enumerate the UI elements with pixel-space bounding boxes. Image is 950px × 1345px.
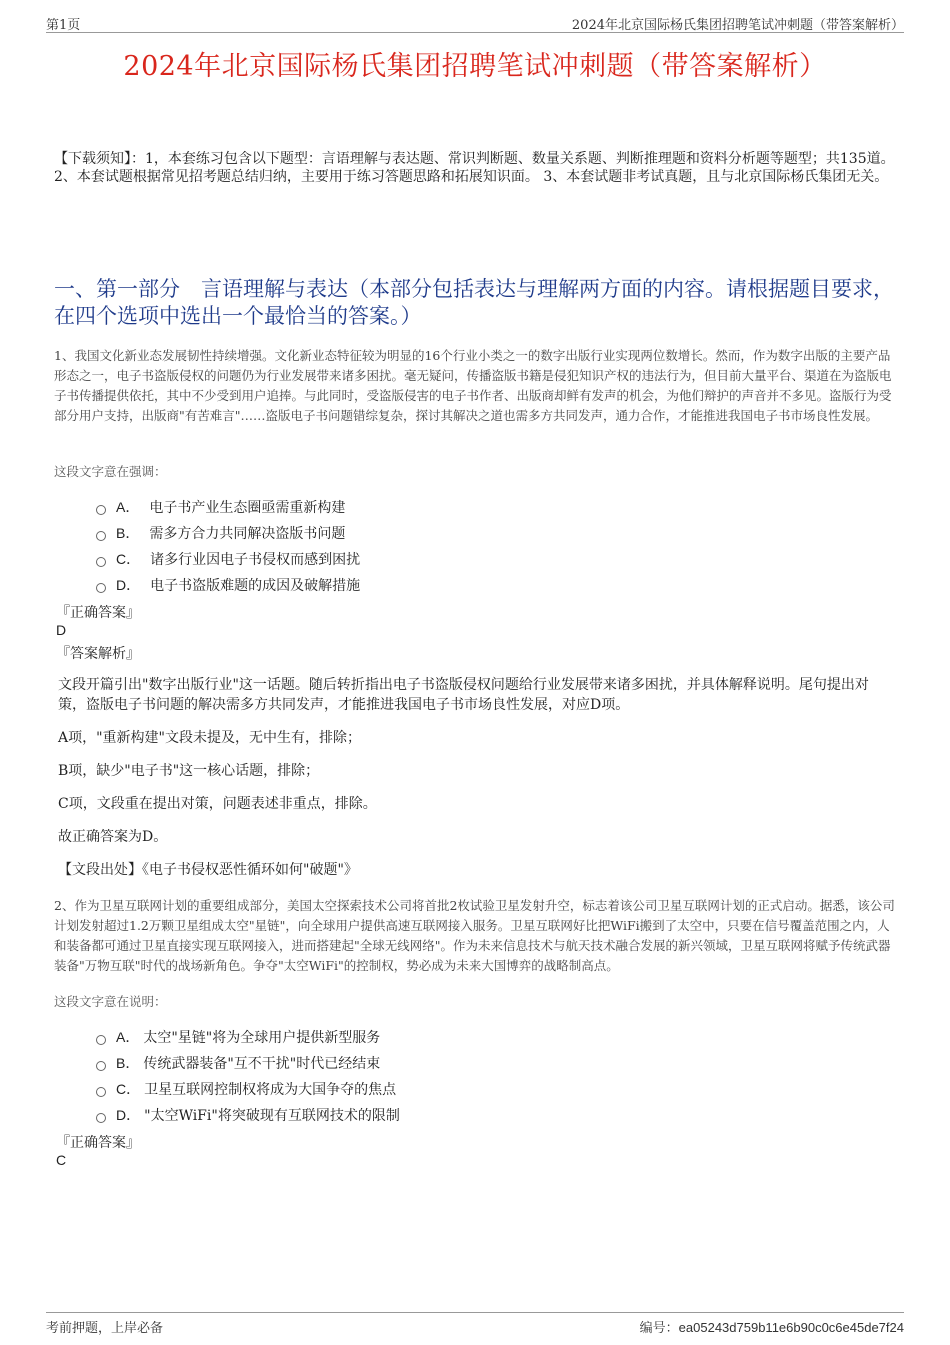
radio-icon[interactable] [96, 1061, 106, 1071]
question-1-options [96, 494, 360, 598]
option-b[interactable]: B． 传统武器装备"互不干扰"时代已经结束 [96, 1050, 400, 1076]
footer-code: 编号：ea05243d759b11e6b90c0c6e45de7f24 [639, 1320, 904, 1336]
question-2-answer: C [56, 1152, 67, 1168]
page-header [46, 12, 904, 33]
footer-slogan: 考前押题，上岸必备 [46, 1321, 164, 1336]
question-1-prompt: 这段文字意在强调： [54, 464, 167, 479]
header-doc-title: 2024年北京国际杨氏集团招聘笔试冲刺题（带答案解析） [571, 18, 904, 33]
option-c[interactable]: C． 卫星互联网控制权将成为大国争夺的焦点 [96, 1076, 400, 1102]
radio-icon[interactable] [96, 505, 106, 515]
page-title: 2024年北京国际杨氏集团招聘笔试冲刺题（带答案解析） [123, 51, 827, 82]
download-notice: 【下载须知】：1，本套练习包含以下题型：言语理解与表达题、常识判断题、数量关系题、判断推理题和资料分析题等题型；共135道。 2、本套试题根据常见招考题总结归纳，主要用于练习答题思路和拓展知识面。 3、本套试题非考试真题，且与北京国际杨氏集团无关。 [54, 151, 895, 185]
radio-icon[interactable] [96, 1035, 106, 1045]
section-heading: 一、第一部分 言语理解与表达（本部分包括表达与理解两方面的内容。请根据题目要求，在四个选项中选出一个最恰当的答案。） [54, 277, 894, 328]
option-a[interactable]: A． 电子书产业生态圈亟需重新构建 [96, 494, 360, 520]
question-2-text: 2、作为卫星互联网计划的重要组成部分，美国太空探索技术公司将首批2枚试验卫星发射升空，标志着该公司卫星互联网计划的正式启动。据悉，该公司计划发射超过1.2万颗卫星组成太空"星链"，向全球用户提供高速互联网接入服务。卫星互联网好比把WiFi搬到了太空中，只要在信号覆盖范围之内，人和装备都可通过卫星直接实现互联网接入，进而搭建起"全球无线网络"。作为未来信息技术与航天技术融合发展的新兴领域，卫星互联网将赋予传统武器装备"万物互联"时代的战场新角色。争夺"太空WiFi"的控制权，势必成为未来大国博弈的战略制高点。 [54, 898, 895, 973]
radio-icon[interactable] [96, 1113, 106, 1123]
option-b[interactable]: B． 需多方合力共同解决盗版书问题 [96, 520, 360, 546]
radio-icon[interactable] [96, 1087, 106, 1097]
question-1-answer: D [56, 622, 67, 638]
question-1-text: 1、我国文化新业态发展韧性持续增强。文化新业态特征较为明显的16个行业小类之一的数字出版行业实现两位数增长。然而，作为数字出版的主要产品形态之一，电子书盗版侵权的问题仍为行业发展带来诸多困扰。毫无疑问，传播盗版书籍是侵犯知识产权的违法行为，但目前大量平台、渠道在为盗版电子书传播提供依托，其中不少受到用户追捧。与此同时，受盗版侵害的电子书作者、出版商却鲜有发声的机会，为他们辩护的声音并不多见。盗版行为受部分用户支持，出版商"有苦难言"……盗版电子书问题错综复杂，探讨其解决之道也需多方共同发声，通力合作，才能推进我国电子书市场良性发展。 [54, 348, 892, 423]
analysis-source: 【文段出处】《电子书侵权恶性循环如何"破题"》 [58, 862, 358, 878]
radio-icon[interactable] [96, 557, 106, 567]
option-c[interactable]: C． 诸多行业因电子书侵权而感到困扰 [96, 546, 360, 572]
radio-icon[interactable] [96, 583, 106, 593]
question-1-analysis-label: 『答案解析』 [56, 646, 140, 662]
analysis-paragraph: 文段开篇引出"数字出版行业"这一话题。随后转折指出电子书盗版侵权问题给行业发展带来诸多困扰，并具体解释说明。尾句提出对策，盗版电子书问题的解决需多方共同发声，才能推进我国电子书市场良性发展，对应D项。 [58, 677, 869, 713]
option-d[interactable]: D． 电子书盗版难题的成因及破解措施 [96, 572, 360, 598]
question-2-prompt: 这段文字意在说明： [54, 994, 167, 1009]
page-footer [46, 1312, 904, 1337]
option-d[interactable]: D． "太空WiFi"将突破现有互联网技术的限制 [96, 1102, 400, 1128]
question-1-answer-label: 『正确答案』 [56, 605, 140, 621]
page-number: 第1页 [46, 18, 81, 33]
analysis-paragraph: C项，文段重在提出对策，问题表述非重点，排除。 [58, 796, 377, 812]
analysis-paragraph: 故正确答案为D。 [58, 829, 168, 845]
question-2-options [96, 1024, 400, 1128]
option-a[interactable]: A． 太空"星链"将为全球用户提供新型服务 [96, 1024, 400, 1050]
analysis-paragraph: A项，"重新构建"文段未提及，无中生有，排除； [58, 730, 361, 746]
question-2-answer-label: 『正确答案』 [56, 1135, 140, 1151]
analysis-paragraph: B项，缺少"电子书"这一核心话题，排除； [58, 763, 320, 779]
radio-icon[interactable] [96, 531, 106, 541]
